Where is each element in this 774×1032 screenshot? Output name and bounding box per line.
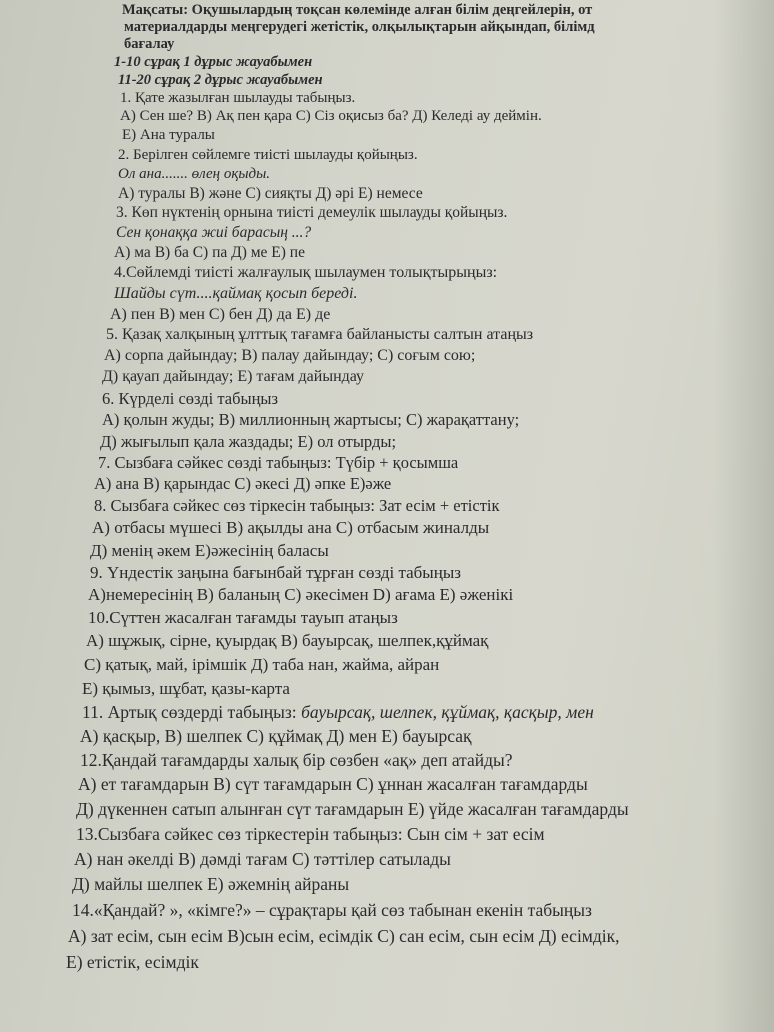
question-8: 8. Сызбаға сәйкес сөз тіркесін табыңыз: Зат есім + етістік (94, 496, 500, 515)
q13-options-1: А) нан әкелді В) дәмді тағам С) тәттілер сатылады (74, 849, 451, 869)
goal-line-3: бағалау (124, 36, 175, 52)
q4-example: Шайды сүт....қаймақ қосып береді. (114, 285, 358, 302)
q1-options-1: А) Сен ше? В) Ақ пен қара С) Сіз оқисыз ба? Д) Келеді ау деймін. (120, 108, 542, 124)
q2-options: А) туралы В) және С) сияқты Д) әрі Е) немесе (118, 185, 423, 202)
q3-options: А) ма В) ба С) па Д) ме Е) пе (114, 244, 305, 261)
question-14: 14.«Қандай? », «кімге?» – сұрақтары қай сөз табынан екенін табыңыз (72, 900, 592, 920)
goal-line-1: Мақсаты: Оқушылардың тоқсан көлемінде алған білім деңгейлерін, от (122, 2, 593, 18)
scoring-1: 1-10 сұрақ 1 дұрыс жауабымен (114, 54, 313, 70)
page-shadow (714, 0, 774, 1032)
question-4: 4.Сөйлемді тиісті жалғаулық шылаумен толықтырыңыз: (114, 264, 498, 281)
q10-options-2: С) қатық, май, ірімшік Д) таба нан, жайма, айран (84, 655, 440, 674)
question-1: 1. Қате жазылған шылауды табыңыз. (120, 90, 356, 106)
question-6: 6. Күрделі сөзді табыңыз (102, 389, 278, 408)
q2-example: Ол ана....... өлең оқыды. (118, 166, 270, 182)
q10-options-3: Е) қымыз, шұбат, қазы-карта (82, 679, 290, 698)
q9-options: А)немересінің В) баланың С) әкесімен D) ағама Е) әженікі (88, 585, 514, 604)
q8-options-1: А) отбасы мүшесі В) ақылды ана С) отбасым жиналды (92, 518, 490, 537)
q12-options-2: Д) дүкеннен сатып алынған сүт тағамдарын Е) үйде жасалған тағамдарды (76, 799, 629, 819)
scoring-2: 11-20 сұрақ 2 дұрыс жауабымен (118, 72, 323, 88)
q8-options-2: Д) менің әкем Е)әжесінің баласы (90, 541, 329, 560)
question-7: 7. Сызбаға сәйкес сөзді табыңыз: Түбір + қосымша (98, 453, 459, 472)
question-12: 12.Қандай тағамдарды халық бір сөзбен «ақ» деп атайды? (80, 750, 513, 770)
question-5: 5. Қазақ халқының ұлттық тағамға байланысты салтын атаңыз (106, 326, 534, 343)
q6-options-1: А) қолын жуды; В) миллионның жартысы; С) жарақаттану; (102, 410, 520, 429)
question-11-text: 11. Артық сөздерді табыңыз: (82, 702, 297, 722)
question-11 (82, 702, 594, 723)
q5-options-2: Д) қауап дайындау; Е) тағам дайындау (102, 368, 365, 385)
q14-options-2: Е) етістік, есімдік (66, 952, 199, 972)
q14-options-1: А) зат есім, сын есім В)сын есім, есімдік С) сан есім, сын есім Д) есімдік, (68, 926, 620, 946)
question-3: 3. Көп нүктенің орнына тиісті демеулік шылауды қойыңыз. (116, 204, 508, 221)
q11-options: А) қасқыр, В) шелпек С) құймақ Д) мен Е) бауырсақ (80, 726, 472, 746)
q12-options-1: А) ет тағамдарын В) сүт тағамдарын С) ұннан жасалған тағамдарды (78, 774, 588, 794)
goal-line-2: материалдарды меңгерудегі жетістік, олқылықтарын айқындап, білімд (124, 19, 595, 35)
question-13: 13.Сызбаға сәйкес сөз тіркестерін табыңыз: Сын сім + зат есім (76, 824, 545, 844)
question-11-words: бауырсақ, шелпек, құймақ, қасқыр, мен (301, 702, 594, 722)
q10-options-1: А) шұжық, сірне, қуырдақ В) бауырсақ, шелпек,құймақ (86, 631, 489, 650)
q6-options-2: Д) жығылып қала жаздады; Е) ол отырды; (100, 432, 397, 451)
question-10: 10.Сүттен жасалған тағамды тауып атаңыз (88, 608, 398, 627)
q4-options: А) пен В) мен С) бен Д) да Е) де (110, 306, 331, 323)
q1-options-2: Е) Ана туралы (122, 127, 215, 143)
q5-options-1: А) сорпа дайындау; В) палау дайындау; С) соғым сою; (104, 347, 476, 364)
q13-options-2: Д) майлы шелпек Е) әжемнің айраны (72, 874, 350, 894)
question-9: 9. Үндестік заңына бағынбай тұрған сөзді табыңыз (90, 563, 461, 582)
question-2: 2. Берілген сөйлемге тиісті шылауды қойыңыз. (118, 147, 418, 163)
q3-example: Сен қонаққа жиі барасың ...? (116, 224, 312, 241)
q7-options: А) ана В) қарындас С) әкесі Д) әпке Е)әже (94, 474, 392, 493)
